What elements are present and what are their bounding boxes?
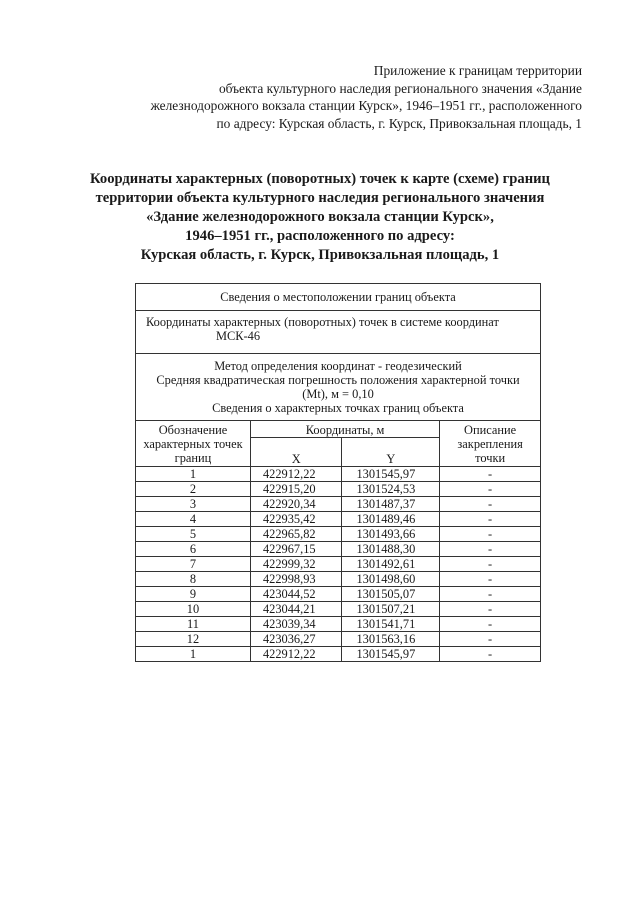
x-coordinate-cell: 423044,21 xyxy=(250,602,341,617)
description-cell: - xyxy=(440,542,541,557)
title-line: «Здание железнодорожного вокзала станции Курск», xyxy=(146,209,494,225)
table-row xyxy=(136,587,541,602)
col-y-header: Y xyxy=(342,438,440,467)
description-cell: - xyxy=(440,602,541,617)
x-coordinate-cell: 422935,42 xyxy=(250,512,341,527)
table-row xyxy=(136,632,541,647)
y-coordinate-cell: 1301489,46 xyxy=(342,512,440,527)
y-coordinate-cell: 1301505,07 xyxy=(342,587,440,602)
col-x-header: X xyxy=(250,438,341,467)
x-coordinate-cell: 422915,20 xyxy=(250,482,341,497)
x-coordinate-cell: 422998,93 xyxy=(250,572,341,587)
annex-line: объекта культурного наследия регионального значения «Здание xyxy=(218,80,582,96)
x-coordinate-cell: 422999,32 xyxy=(250,557,341,572)
table-row xyxy=(136,527,541,542)
point-number-cell: 11 xyxy=(136,617,251,632)
header-method-line: (Mt), м = 0,10 xyxy=(302,387,374,401)
document-title xyxy=(40,170,600,265)
description-cell: - xyxy=(440,647,541,662)
header-method xyxy=(136,354,541,421)
header-location-row xyxy=(136,284,541,311)
table-row xyxy=(136,497,541,512)
x-coordinate-cell: 423044,52 xyxy=(250,587,341,602)
column-header-row xyxy=(136,421,541,438)
title-line: Координаты характерных (поворотных) точек к карте (схеме) границ xyxy=(90,171,550,187)
point-number-cell: 5 xyxy=(136,527,251,542)
description-cell: - xyxy=(440,482,541,497)
point-number-cell: 2 xyxy=(136,482,251,497)
title-line: 1946–1951 гг., расположенного по адресу: xyxy=(185,228,455,244)
description-cell: - xyxy=(440,617,541,632)
y-coordinate-cell: 1301507,21 xyxy=(342,602,440,617)
point-number-cell: 3 xyxy=(136,497,251,512)
description-cell: - xyxy=(440,557,541,572)
point-number-cell: 12 xyxy=(136,632,251,647)
header-method-row xyxy=(136,354,541,421)
x-coordinate-cell: 422965,82 xyxy=(250,527,341,542)
table-row xyxy=(136,467,541,482)
y-coordinate-cell: 1301563,16 xyxy=(342,632,440,647)
y-coordinate-cell: 1301524,53 xyxy=(342,482,440,497)
title-line: территории объекта культурного наследия регионального значения xyxy=(95,190,545,206)
table-row xyxy=(136,482,541,497)
table-row xyxy=(136,602,541,617)
col-desc-header: Описание закрепления точки xyxy=(440,421,541,467)
y-coordinate-cell: 1301487,37 xyxy=(342,497,440,512)
x-coordinate-cell: 422967,15 xyxy=(250,542,341,557)
header-method-line: Средняя квадратическая погрешность положения характерной точки xyxy=(156,373,520,387)
annex-note xyxy=(62,62,582,132)
annex-line: Приложение к границам территории xyxy=(373,63,582,78)
coordinates-table xyxy=(135,283,541,662)
header-system-line: Координаты характерных (поворотных) точек в системе координат xyxy=(146,315,499,329)
table-row xyxy=(136,512,541,527)
y-coordinate-cell: 1301488,30 xyxy=(342,542,440,557)
header-system-row xyxy=(136,311,541,354)
annex-line: железнодорожного вокзала станции Курск», 1946–1951 гг., расположенного xyxy=(150,98,582,113)
x-coordinate-cell: 422912,22 xyxy=(250,467,341,482)
col-point-header: Обозначение характерных точек границ xyxy=(136,421,251,467)
header-system xyxy=(136,311,541,354)
description-cell: - xyxy=(440,512,541,527)
table-row xyxy=(136,557,541,572)
table-row xyxy=(136,647,541,662)
description-cell: - xyxy=(440,497,541,512)
y-coordinate-cell: 1301545,97 xyxy=(342,647,440,662)
y-coordinate-cell: 1301493,66 xyxy=(342,527,440,542)
point-number-cell: 6 xyxy=(136,542,251,557)
x-coordinate-cell: 423039,34 xyxy=(250,617,341,632)
point-number-cell: 1 xyxy=(136,647,251,662)
y-coordinate-cell: 1301541,71 xyxy=(342,617,440,632)
header-method-line: Сведения о характерных точках границ объекта xyxy=(212,401,464,415)
description-cell: - xyxy=(440,632,541,647)
point-number-cell: 8 xyxy=(136,572,251,587)
point-number-cell: 4 xyxy=(136,512,251,527)
x-coordinate-cell: 422920,34 xyxy=(250,497,341,512)
y-coordinate-cell: 1301545,97 xyxy=(342,467,440,482)
col-coords-header: Координаты, м xyxy=(250,421,439,438)
table-row xyxy=(136,572,541,587)
y-coordinate-cell: 1301498,60 xyxy=(342,572,440,587)
description-cell: - xyxy=(440,467,541,482)
title-line: Курская область, г. Курск, Привокзальная площадь, 1 xyxy=(140,247,500,263)
description-cell: - xyxy=(440,587,541,602)
description-cell: - xyxy=(440,527,541,542)
x-coordinate-cell: 423036,27 xyxy=(250,632,341,647)
table-row xyxy=(136,617,541,632)
header-location: Сведения о местоположении границ объекта xyxy=(136,284,541,311)
header-system-line: МСК-46 xyxy=(216,329,261,343)
point-number-cell: 1 xyxy=(136,467,251,482)
annex-line: по адресу: Курская область, г. Курск, Привокзальная площадь, 1 xyxy=(216,115,582,131)
y-coordinate-cell: 1301492,61 xyxy=(342,557,440,572)
point-number-cell: 7 xyxy=(136,557,251,572)
description-cell: - xyxy=(440,572,541,587)
point-number-cell: 9 xyxy=(136,587,251,602)
x-coordinate-cell: 422912,22 xyxy=(250,647,341,662)
table-row xyxy=(136,542,541,557)
point-number-cell: 10 xyxy=(136,602,251,617)
header-method-line: Метод определения координат - геодезический xyxy=(214,359,462,373)
